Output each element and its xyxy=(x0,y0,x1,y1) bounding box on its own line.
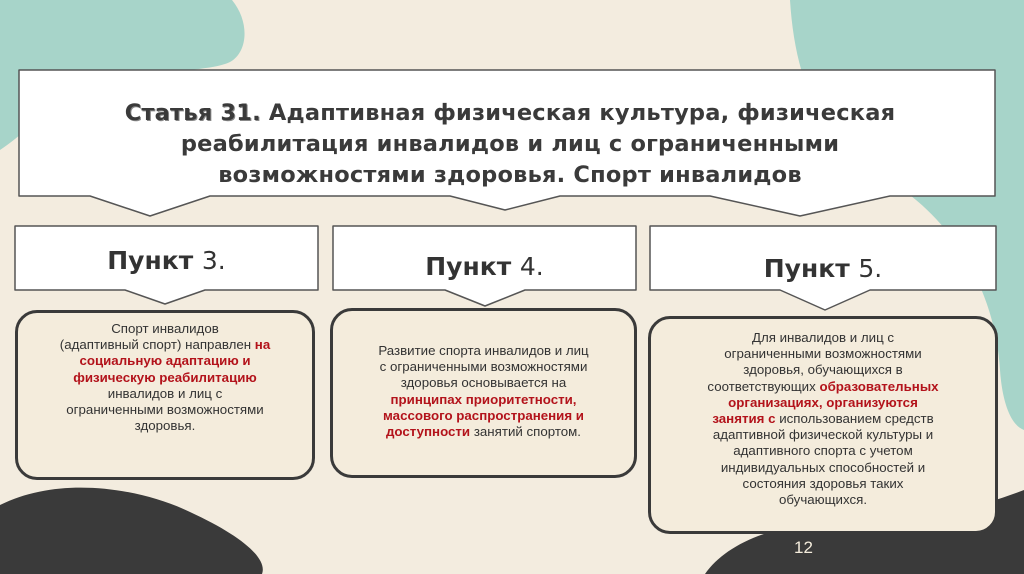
punkt-5-label: Пункт 5. xyxy=(763,254,883,283)
title-lead: Статья 31. xyxy=(124,100,261,126)
page-number: 12 xyxy=(794,538,813,557)
title-line-1: Адаптивная физическая культура, физическая xyxy=(268,100,896,126)
card-punkt-3-text: Спорт инвалидов (адаптивный спорт) направлен на социальную адаптацию и физическую реабилитацию инвалидов и лиц с ограниченными возможностями здоровья. xyxy=(59,321,271,434)
card-punkt-5-text: Для инвалидов и лиц с ограниченными возможностями здоровья, обучающихся в соответствующих образовательных организациях, организуются занятия с использованием средств адаптивной физической культуры и адаптивного спорта с учетом индивидуальных способностей и состояния здоровья таких обучающихся. xyxy=(707,330,939,508)
card-punkt-4-text: Развитие спорта инвалидов и лиц с ограниченными возможностями здоровья основывается на принципах приоритетности, массового распространения и доступности занятий спортом. xyxy=(378,343,589,440)
title-line-3: возможностями здоровья. Спорт инвалидов xyxy=(218,162,802,188)
punkt-4-label: Пункт 4. xyxy=(425,252,544,281)
punkt-3-label: Пункт 3. xyxy=(107,246,226,275)
title-line-2: реабилитация инвалидов и лиц с ограниченными xyxy=(180,131,840,157)
